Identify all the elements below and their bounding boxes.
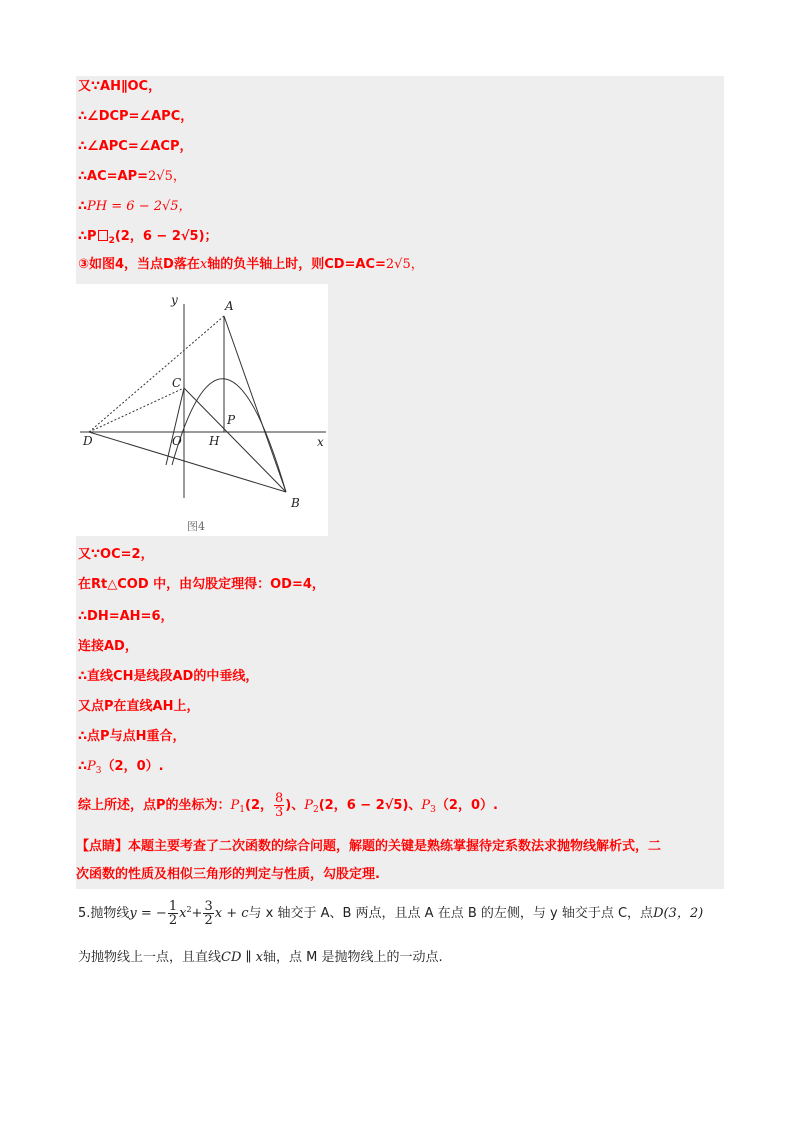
label-x: x (317, 435, 324, 449)
problem-5-line-1: 5.抛物线y = − $\frac{1}{2}$ $x^2+$ $\frac{3}{2}$ x + c与 x 轴交于 A、B 两点，且点 A 在点 B 的左侧，与 y 轴交于点 C，点D(3，2) (78, 899, 704, 928)
figure-caption: 图4 (187, 520, 205, 533)
solution-line: ③如图4，当点D落在x轴的负半轴上时，则CD=AC=2√5， (78, 257, 424, 272)
solution-line: ∴∠APC=∠ACP， (78, 139, 193, 154)
label-p: P (227, 413, 236, 427)
solution-line: 又∵OC=2， (78, 547, 154, 562)
comment-line: 【点睛】本题主要考查了二次函数的综合问题，解题的关键是熟练掌握待定系数法求抛物线解析式，二 (76, 839, 662, 854)
placeholder-box-icon (98, 230, 108, 241)
geometry-diagram (76, 284, 328, 536)
solution-line: ∴点P与点H重合， (78, 729, 186, 744)
solution-line: $\therefore P_3(2$，0）. (78, 759, 164, 776)
label-a: A (225, 299, 234, 313)
solution-line: ∴∠DCP=∠APC， (78, 109, 194, 124)
label-c: C (172, 376, 182, 390)
solution-line: 又∵AH∥OC， (78, 79, 162, 94)
fraction: $\frac{1}{2}$ (168, 899, 178, 928)
label-h: H (209, 434, 220, 448)
label-b: B (291, 496, 300, 510)
label-y: y (171, 293, 178, 307)
figure-4 (76, 284, 328, 536)
fraction: $\frac{3}{2}$ (204, 899, 213, 928)
solution-line: ∴直线CH是线段AD的中垂线， (78, 669, 259, 684)
solution-line: 在Rt△COD 中，由勾股定理得：OD=4， (78, 577, 325, 592)
label-d: D (83, 434, 93, 448)
solution-line: ∴P $_2$(2，6 − 2√5)； (78, 229, 218, 246)
solution-line: 连接AD， (78, 639, 138, 654)
comment-line: 次函数的性质及相似三角形的判定与性质，勾股定理. (76, 867, 380, 882)
solution-line: 又点P在直线AH上， (78, 699, 200, 714)
fraction: $\frac{8}{3}$ (275, 791, 284, 820)
solution-line: ∴DH=AH=6， (78, 609, 174, 624)
solution-line: ∴PH = 6 − 2√5， (78, 199, 192, 214)
label-o: O (172, 434, 182, 448)
summary-line: 综上所述，点P的坐标为：$P_1(2$， $\frac{8}{3}$ )、$P_2(2$，6 − 2√5)、$P_3(2$，0）. (78, 791, 498, 820)
problem-5-line-2: 为抛物线上一点，且直线CD ∥ x轴，点 M 是抛物线上的一动点. (78, 950, 443, 965)
solution-line: ∴AC=AP=2√5， (78, 169, 186, 184)
